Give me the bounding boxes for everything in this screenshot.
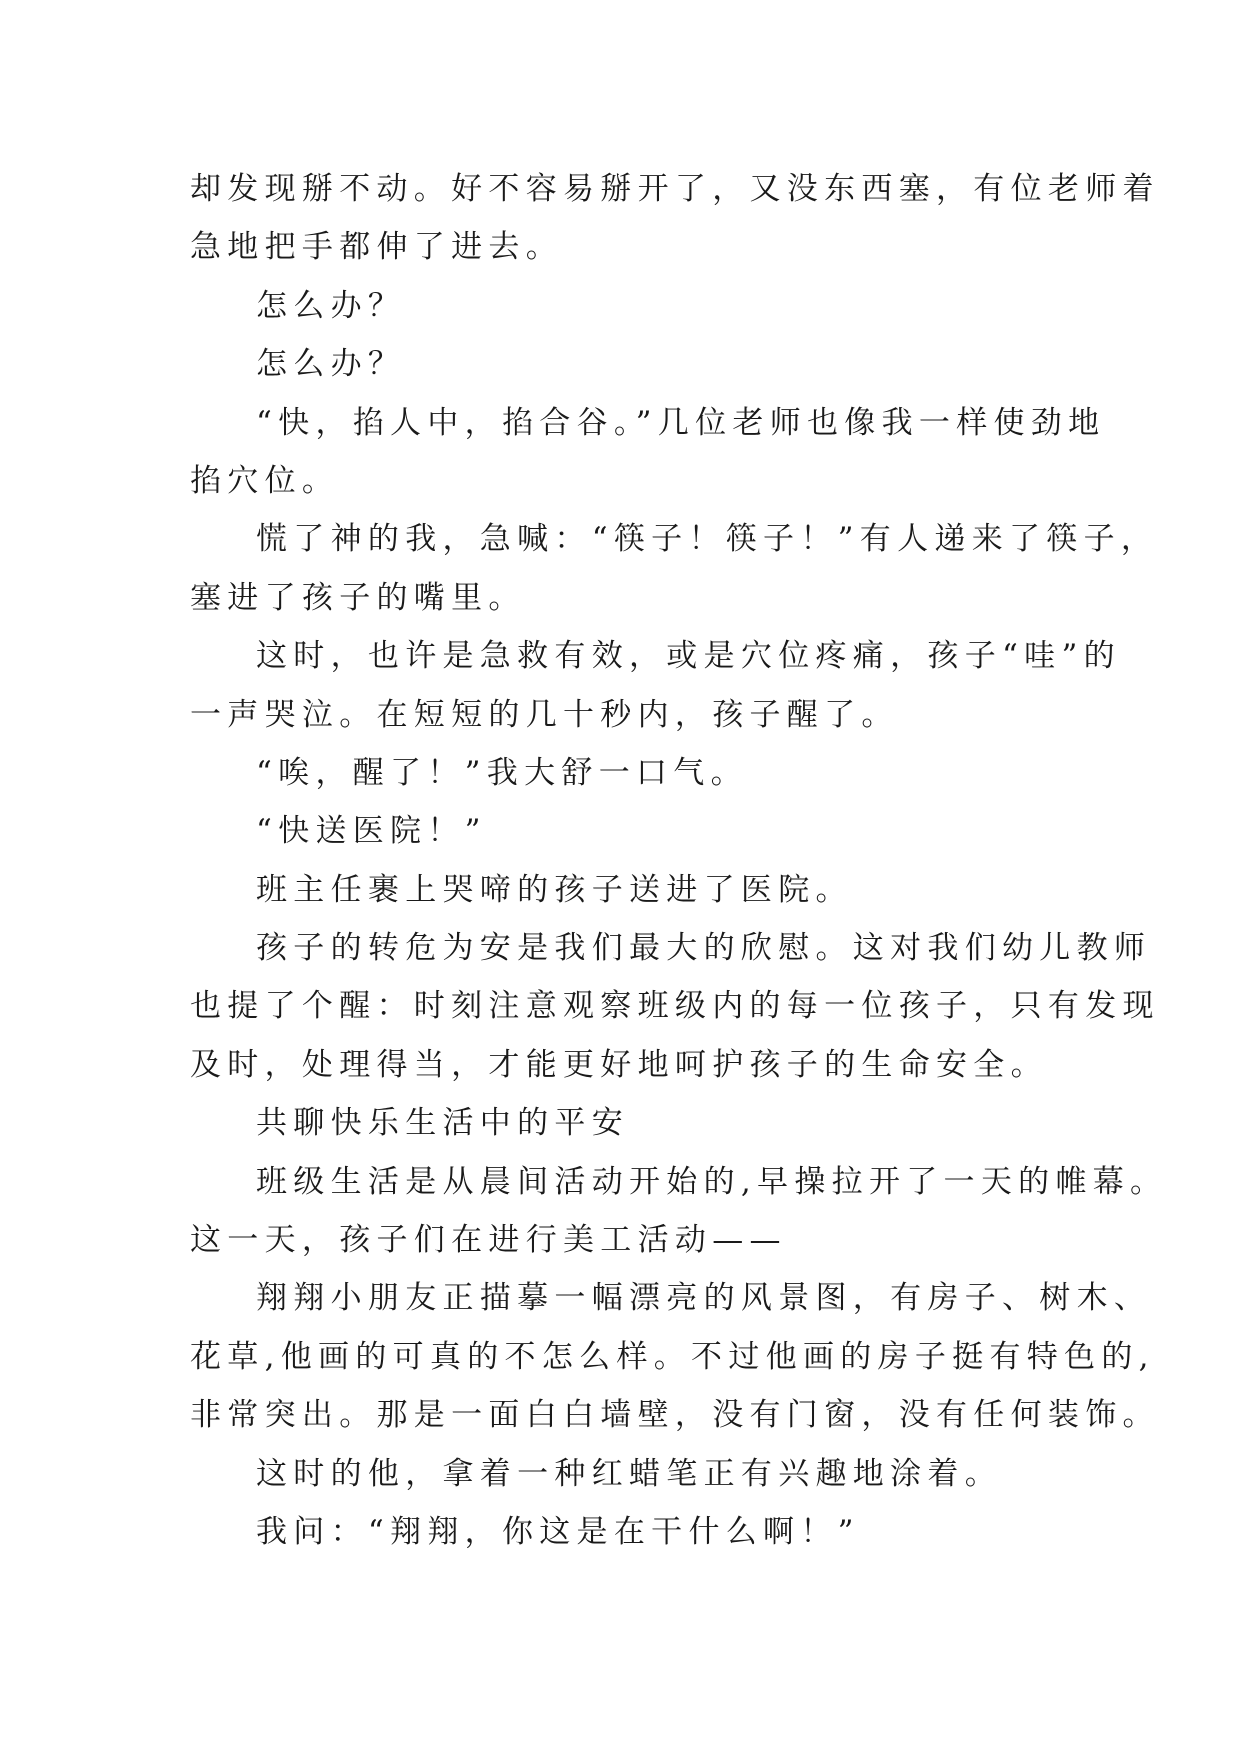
text-line: 怎么办？ bbox=[256, 346, 406, 383]
text-line: 怎么办？ bbox=[256, 287, 406, 324]
text-line: 急地把手都伸了进去。 bbox=[190, 229, 563, 266]
text-line: 花草,他画的可真的不怎么样。不过他画的房子挺有特色的, bbox=[190, 1338, 1155, 1375]
text-line: 一声哭泣。在短短的几十秒内，孩子醒了。 bbox=[190, 696, 899, 733]
text-line: 班级生活是从晨间活动开始的,早操拉开了一天的帷幕。 bbox=[256, 1163, 1168, 1200]
text-line: 这时，也许是急救有效，或是穴位疼痛，孩子“哇”的 bbox=[256, 638, 1121, 675]
text-line: 及时，处理得当，才能更好地呵护孩子的生命安全。 bbox=[190, 1046, 1048, 1083]
text-line: 塞进了孩子的嘴里。 bbox=[190, 579, 526, 616]
text-line: 掐穴位。 bbox=[190, 462, 340, 499]
text-line: 慌了神的我，急喊：“筷子！筷子！”有人递来了筷子， bbox=[256, 521, 1159, 558]
text-line: 却发现掰不动。好不容易掰开了，又没东西塞，有位老师着 bbox=[190, 171, 1160, 207]
text-line: 孩子的转危为安是我们最大的欣慰。这对我们幼儿教师 bbox=[256, 930, 1152, 967]
text-line: “快，掐人中，掐合谷。”几位老师也像我一样使劲地 bbox=[256, 404, 1106, 441]
text-line: 班主任裹上哭啼的孩子送进了医院。 bbox=[256, 871, 853, 908]
section-heading: 共聊快乐生活中的平安 bbox=[256, 1105, 629, 1142]
text-line: 这一天，孩子们在进行美工活动—— bbox=[190, 1222, 787, 1259]
text-line: “唉，醒了！”我大舒一口气。 bbox=[256, 754, 748, 791]
text-line: 这时的他，拿着一种红蜡笔正有兴趣地涂着。 bbox=[256, 1455, 1002, 1492]
text-line: 我问：“翔翔，你这是在干什么啊！” bbox=[256, 1513, 860, 1550]
text-line: “快送医院！” bbox=[256, 813, 487, 850]
body-text bbox=[190, 160, 1168, 1561]
text-line: 也提了个醒：时刻注意观察班级内的每一位孩子，只有发现 bbox=[190, 988, 1160, 1025]
text-line: 翔翔小朋友正描摹一幅漂亮的风景图，有房子、树木、 bbox=[256, 1280, 1152, 1317]
text-line: 非常突出。那是一面白白墙壁，没有门窗，没有任何装饰。 bbox=[190, 1397, 1160, 1434]
